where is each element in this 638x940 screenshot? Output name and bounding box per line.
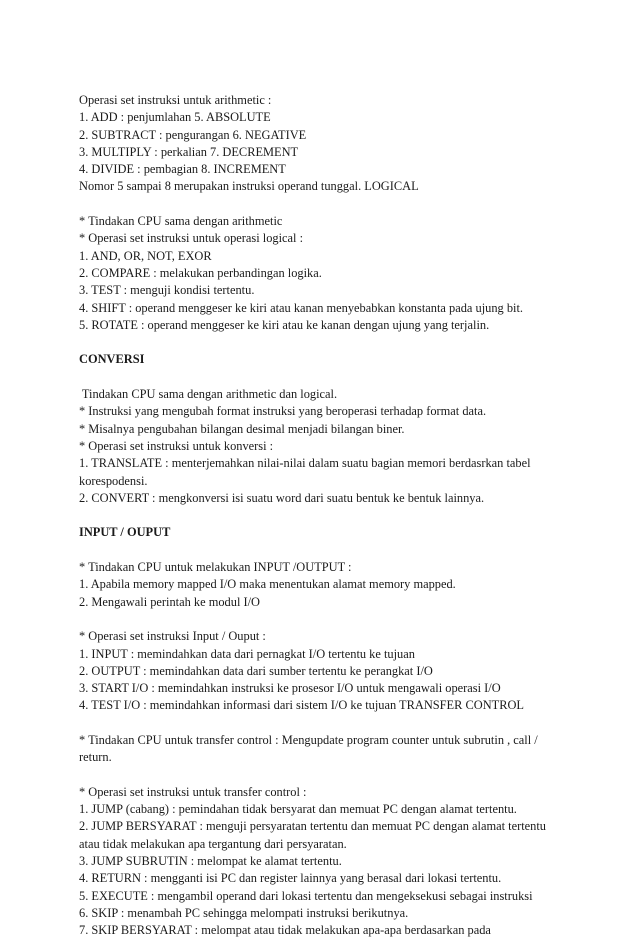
arithmetic-note: Nomor 5 sampai 8 merupakan instruksi operand tunggal. LOGICAL (79, 179, 419, 194)
io-line: 4. TEST I/O : memindahkan informasi dari sistem I/O ke tujuan TRANSFER CONTROL (79, 698, 524, 713)
konversi-line: 1. TRANSLATE : menterjemahkan nilai-nilai dalam suatu bagian memori berdasrkan tabel korespodensi. (79, 456, 531, 488)
transfer-line: 6. SKIP : menambah PC sehingga melompati instruksi berikutnya. (79, 905, 409, 920)
transfer-line: 2. JUMP BERSYARAT : menguji persyaratan tertentu dan memuat PC dengan alamat tertentu atau tidak melakukan apa tergantung dari persyaratan. (79, 819, 546, 851)
spacer (79, 507, 569, 524)
spacer (79, 196, 569, 213)
logical-line: 1. AND, OR, NOT, EXOR (79, 248, 212, 263)
konversi-line: * Misalnya pengubahan bilangan desimal menjadi bilangan biner. (79, 421, 405, 436)
konversi-heading: CONVERSI (79, 352, 145, 367)
transfer-line: * Operasi set instruksi untuk transfer control : (79, 784, 307, 799)
transfer-line: 5. EXECUTE : mengambil operand dari lokasi tertentu dan mengeksekusi sebagai instruksi (79, 888, 533, 903)
transfer-line: 3. JUMP SUBRUTIN : melompat ke alamat tertentu. (79, 854, 342, 869)
konversi-line: * Operasi set instruksi untuk konversi : (79, 438, 274, 453)
transfer-line: 4. RETURN : mengganti isi PC dan register lainnya yang berasal dari lokasi tertentu. (79, 871, 502, 886)
spacer (79, 611, 569, 628)
logical-line: * Operasi set instruksi untuk operasi logical : (79, 231, 304, 246)
transfer-line: 7. SKIP BERSYARAT : melompat atau tidak melakukan apa-apa berdasarkan pada (79, 923, 491, 938)
spacer (79, 334, 569, 351)
io-line: 2. Mengawali perintah ke modul I/O (79, 594, 260, 609)
transfer-intro: * Tindakan CPU untuk transfer control : Mengupdate program counter untuk subrutin , call / return. (79, 732, 538, 765)
io-line: 1. Apabila memory mapped I/O maka menentukan alamat memory mapped. (79, 577, 456, 592)
konversi-line: Tindakan CPU sama dengan arithmetic dan logical. (79, 387, 338, 402)
arithmetic-item: 2. SUBTRACT : pengurangan 6. NEGATIVE (79, 127, 307, 142)
transfer-line: 1. JUMP (cabang) : pemindahan tidak bersyarat dan memuat PC dengan alamat tertentu. (79, 802, 517, 817)
document-page (79, 92, 569, 940)
logical-line: 5. ROTATE : operand menggeser ke kiri atau ke kanan dengan ujung yang terjalin. (79, 317, 490, 332)
logical-line: * Tindakan CPU sama dengan arithmetic (79, 214, 283, 229)
konversi-line: * Instruksi yang mengubah format instruksi yang beroperasi terhadap format data. (79, 404, 487, 419)
spacer (79, 767, 569, 784)
arithmetic-item: 4. DIVIDE : pembagian 8. INCREMENT (79, 162, 286, 177)
spacer (79, 542, 569, 559)
arithmetic-item: 1. ADD : penjumlahan 5. ABSOLUTE (79, 110, 271, 125)
arithmetic-intro: Operasi set instruksi untuk arithmetic : (79, 93, 272, 107)
spacer (79, 369, 569, 386)
logical-line: 3. TEST : menguji kondisi tertentu. (79, 283, 255, 298)
io-line: 2. OUTPUT : memindahkan data dari sumber tertentu ke perangkat I/O (79, 663, 433, 678)
io-line: 3. START I/O : memindahkan instruksi ke prosesor I/O untuk mengawali operasi I/O (79, 681, 501, 696)
spacer (79, 715, 569, 732)
arithmetic-item: 3. MULTIPLY : perkalian 7. DECREMENT (79, 144, 299, 159)
konversi-line: 2. CONVERT : mengkonversi isi suatu word dari suatu bentuk ke bentuk lainnya. (79, 490, 485, 505)
io-line: * Operasi set instruksi Input / Ouput : (79, 629, 266, 644)
io-line: 1. INPUT : memindahkan data dari pernagkat I/O tertentu ke tujuan (79, 646, 415, 661)
logical-line: 2. COMPARE : melakukan perbandingan logika. (79, 265, 322, 280)
io-line: * Tindakan CPU untuk melakukan INPUT /OUTPUT : (79, 560, 352, 575)
io-heading: INPUT / OUPUT (79, 525, 171, 540)
logical-line: 4. SHIFT : operand menggeser ke kiri atau kanan menyebabkan konstanta pada ujung bit. (79, 300, 523, 315)
